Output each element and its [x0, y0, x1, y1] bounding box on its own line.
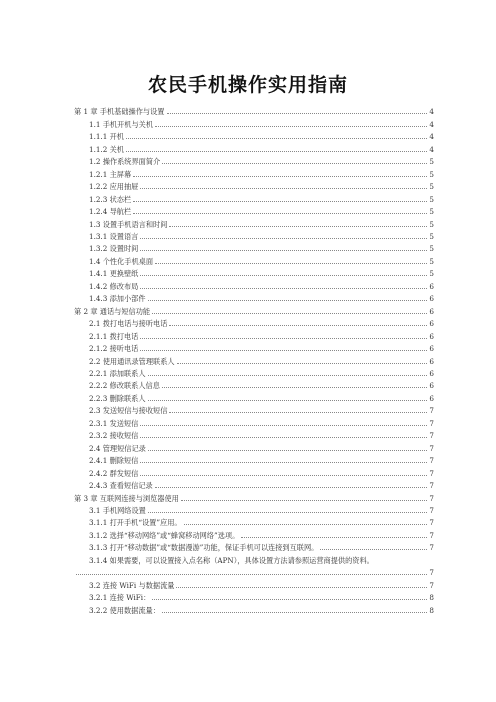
toc-entry-label: 3.1.4 如果需要，可以设置接入点名称（APN），具体设置方法请参照运营商提供的资料。: [89, 555, 374, 565]
toc-page-number: 5: [429, 194, 434, 204]
toc-entry[interactable]: [74, 316, 434, 328]
toc-page-number: 5: [429, 157, 434, 167]
toc-page-number: 7: [429, 580, 434, 590]
toc-entry-label: 2.1.2 接听电话: [89, 344, 139, 354]
dot-leader: [140, 187, 427, 189]
toc-entry[interactable]: [74, 141, 434, 153]
dot-leader: [126, 137, 427, 139]
toc-page-number: 4: [429, 119, 434, 129]
toc-page-number: 7: [429, 518, 434, 528]
toc-page-number: 5: [429, 269, 434, 279]
toc-entry-label: 1.3 设置手机语言和时间: [89, 219, 168, 229]
toc-entry-label: 2.1 拨打电话与接听电话: [89, 319, 168, 329]
toc-entry-label: 1.3.1 设置语言: [89, 231, 139, 241]
toc-entry-label: 3.1.2 选择“移动网络”或“蜂窝移动网络”选项。: [89, 530, 240, 540]
toc-entry[interactable]: [74, 116, 434, 128]
toc-page-number: 7: [429, 468, 434, 478]
toc-entry[interactable]: [74, 266, 434, 278]
toc-entry[interactable]: [74, 540, 434, 552]
toc-entry-label: 第 1 章 手机基础操作与设置: [74, 107, 165, 117]
toc-entry-label: 1.2.1 主屏幕: [89, 169, 132, 179]
toc-page-number: 6: [429, 331, 434, 341]
toc-page-number: 7: [429, 493, 434, 503]
dot-leader: [140, 474, 427, 476]
toc-entry[interactable]: [74, 577, 434, 589]
dot-leader: [148, 399, 428, 401]
toc-entry[interactable]: [74, 328, 434, 340]
toc-entry[interactable]: [74, 428, 434, 440]
toc-entry-label: 2.2.3 删除联系人: [89, 393, 146, 403]
dot-leader: [140, 337, 427, 339]
toc-page-number: 7: [429, 530, 434, 540]
toc-entry[interactable]: [74, 378, 434, 390]
dot-leader: [140, 436, 427, 438]
toc-entry-label: 1.2 操作系统界面简介: [89, 157, 161, 167]
toc-entry-label: 1.4.1 更换壁纸: [89, 269, 139, 279]
toc-entry-label: 1.4.2 修改布局: [89, 281, 139, 291]
toc-entry[interactable]: [74, 403, 434, 415]
toc-entry-label: 2.3.2 接收短信: [89, 431, 139, 441]
dot-leader: [162, 611, 428, 613]
dot-leader: [148, 449, 428, 451]
toc-entry[interactable]: [74, 490, 434, 502]
toc-entry-label: 1.2.3 状态栏: [89, 194, 132, 204]
dot-leader: [169, 225, 427, 227]
toc-entry[interactable]: [74, 453, 434, 465]
toc-page-number: 7: [429, 543, 434, 553]
toc-page-number: 4: [429, 132, 434, 142]
toc-entry[interactable]: [74, 129, 434, 141]
toc-page-number: 5: [429, 182, 434, 192]
dot-leader: [133, 175, 427, 177]
dot-leader: [140, 249, 427, 251]
toc-entry[interactable]: [74, 440, 434, 452]
toc-entry-label: 2.2.1 添加联系人: [89, 368, 146, 378]
toc-page-number: 4: [429, 107, 434, 117]
toc-entry-label: 2.4 管理短信记录: [89, 443, 146, 453]
toc-entry[interactable]: [74, 104, 434, 116]
toc-entry[interactable]: [74, 415, 434, 427]
toc-entry[interactable]: [74, 565, 434, 577]
dot-leader: [140, 274, 427, 276]
toc-entry-label: 第 3 章 互联网连接与浏览器使用: [74, 493, 179, 503]
dot-leader: [155, 486, 428, 488]
dot-leader: [181, 499, 428, 501]
toc-page-number: 7: [429, 505, 434, 515]
dot-leader: [152, 598, 427, 600]
toc-page-number: 6: [429, 344, 434, 354]
dot-leader: [169, 411, 427, 413]
toc-entry[interactable]: [74, 216, 434, 228]
toc-page-number: 6: [429, 381, 434, 391]
toc-page-number: 5: [429, 207, 434, 217]
toc-entry-label: 3.1.3 打开“移动数据”或“数据漫游”功能，保证手机可以连接到互联网。: [89, 543, 319, 553]
toc-page-number: 5: [429, 169, 434, 179]
toc-entry[interactable]: [74, 366, 434, 378]
toc-page-number: 5: [429, 244, 434, 254]
dot-leader: [155, 125, 427, 127]
toc-entry[interactable]: [74, 590, 434, 602]
toc-page-number: 6: [429, 294, 434, 304]
toc-page-number: 7: [429, 568, 434, 578]
toc-entry-label: 3.2.1 连接 WiFi：: [89, 593, 151, 603]
toc-page-number: 5: [429, 231, 434, 241]
toc-entry[interactable]: [74, 303, 434, 315]
toc-page-number: 7: [429, 418, 434, 428]
dot-leader: [162, 162, 427, 164]
toc-entry[interactable]: [74, 478, 434, 490]
dot-leader: [140, 461, 427, 463]
dot-leader: [241, 536, 427, 538]
dot-leader: [76, 573, 427, 575]
dot-leader: [148, 511, 428, 513]
toc-entry-label: 3.2.2 使用数据流量：: [89, 605, 160, 615]
toc-entry[interactable]: [74, 353, 434, 365]
toc-entry-label: 1.4.3 添加小部件: [89, 294, 146, 304]
toc-page-number: 7: [429, 431, 434, 441]
toc-entry-label: 2.4.1 删除短信: [89, 456, 139, 466]
toc-page-number: 6: [429, 281, 434, 291]
toc-entry[interactable]: [74, 291, 434, 303]
toc-entry[interactable]: [74, 229, 434, 241]
toc-entry-label: 2.1.1 拨打电话: [89, 331, 139, 341]
dot-leader: [148, 374, 428, 376]
toc-entry-label: 1.2.2 应用抽屉: [89, 182, 139, 192]
dot-leader: [126, 150, 427, 152]
toc-entry-label: 3.1 手机网络设置: [89, 505, 146, 515]
toc-entry-label: 2.3.1 发送短信: [89, 418, 139, 428]
dot-leader: [133, 200, 427, 202]
toc-page-number: 7: [429, 456, 434, 466]
toc-page-number: 5: [429, 219, 434, 229]
dot-leader: [184, 523, 428, 525]
toc-entry-label: 3.1.1 打开手机“设置”应用。: [89, 518, 182, 528]
dot-leader: [133, 212, 427, 214]
toc-entry[interactable]: [74, 602, 434, 614]
toc-entry-label: 1.4 个性化手机桌面: [89, 256, 154, 266]
toc-entry-label: 3.2 连接 WiFi 与数据流量: [89, 580, 175, 590]
toc-page-number: 5: [429, 256, 434, 266]
toc-page-number: 7: [429, 481, 434, 491]
dot-leader: [169, 324, 427, 326]
toc-entry-label: 2.3 发送短信与接收短信: [89, 406, 168, 416]
toc-entry-label: 1.2.4 导航栏: [89, 207, 132, 217]
toc-entry[interactable]: [74, 503, 434, 515]
dot-leader: [320, 548, 427, 550]
toc-entry[interactable]: [74, 241, 434, 253]
dot-leader: [176, 586, 427, 588]
dot-leader: [152, 312, 427, 314]
toc-entry[interactable]: [74, 179, 434, 191]
dot-leader: [140, 349, 427, 351]
toc-entry-label: 2.2.2 修改联系人信息: [89, 381, 160, 391]
toc-entry-label: 1.1.2 关机: [89, 144, 124, 154]
toc-page-number: 6: [429, 306, 434, 316]
toc-entry[interactable]: [74, 465, 434, 477]
toc-page-number: 6: [429, 393, 434, 403]
document-title: 农民手机操作实用指南: [147, 74, 348, 96]
toc-entry-label: 2.2 使用通讯录管理联系人: [89, 356, 175, 366]
toc-entry[interactable]: [74, 390, 434, 402]
toc-page-number: 7: [429, 443, 434, 453]
toc-page-number: 8: [429, 593, 434, 603]
toc-entry-label: 1.1.1 开机: [89, 132, 124, 142]
toc-page-number: 6: [429, 319, 434, 329]
toc-entry-label: 1.3.2 设置时间: [89, 244, 139, 254]
dot-leader: [140, 237, 427, 239]
toc-entry[interactable]: [74, 191, 434, 203]
toc-page-number: 6: [429, 368, 434, 378]
toc-entry[interactable]: [74, 341, 434, 353]
toc-entry[interactable]: [74, 515, 434, 527]
toc-entry-label: 第 2 章 通话与短信功能: [74, 306, 151, 316]
toc-page-number: 7: [429, 406, 434, 416]
toc-page-number: 4: [429, 144, 434, 154]
dot-leader: [148, 299, 428, 301]
toc-entry[interactable]: [74, 253, 434, 265]
toc-entry[interactable]: [74, 166, 434, 178]
dot-leader: [167, 112, 428, 114]
toc-entry[interactable]: [74, 204, 434, 216]
dot-leader: [140, 287, 427, 289]
toc-entry[interactable]: [74, 154, 434, 166]
dot-leader: [162, 386, 428, 388]
toc-entry-label: 1.1 手机开机与关机: [89, 119, 154, 129]
toc-entry[interactable]: [74, 278, 434, 290]
dot-leader: [140, 424, 427, 426]
dot-leader: [155, 262, 427, 264]
table-of-contents: [74, 104, 434, 615]
toc-entry[interactable]: [74, 527, 434, 539]
toc-page-number: 8: [429, 605, 434, 615]
toc-entry-label: 2.4.2 群发短信: [89, 468, 139, 478]
toc-page-number: 6: [429, 356, 434, 366]
dot-leader: [177, 362, 428, 364]
toc-entry-label: 2.4.3 查看短信记录: [89, 481, 153, 491]
